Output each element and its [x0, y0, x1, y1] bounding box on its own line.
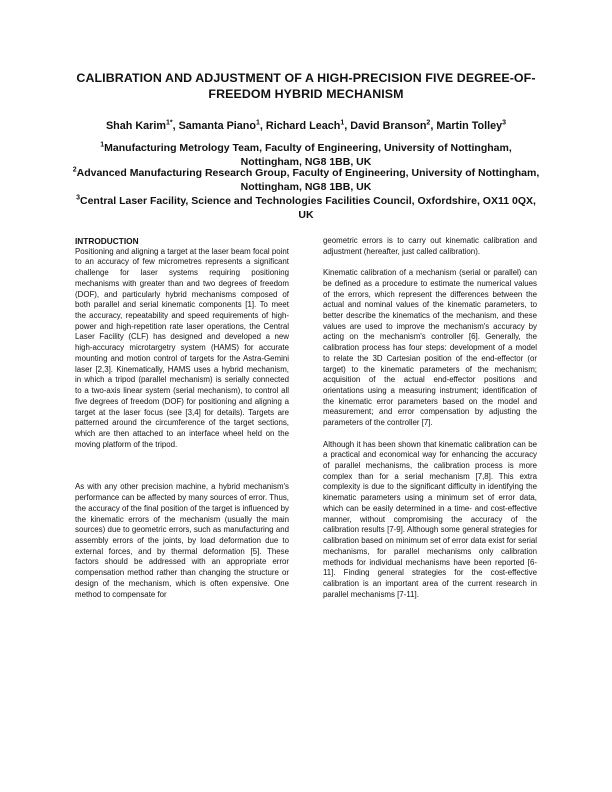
author: Samanta Piano$^1$: [178, 119, 260, 132]
author: Richard Leach$^1$: [265, 119, 345, 132]
affiliation: $^2$Advanced Manufacturing Research Group, Faculty of Engineering, University of Nottingham, Nottingham, NG8 1BB, UK: [72, 166, 540, 193]
left-column: [75, 236, 289, 600]
author: Shah Karim$^{1*}$: [105, 119, 173, 132]
paragraph: As with any other precision machine, a hybrid mechanism's performance can be affected by many sources of error. Thus, the accuracy of the final position of the target is influenced by the kinematic errors of the mechanism (usually the main sources) due to geometric errors, such as manufacturing and assembly errors of the joints, by load deformation due to external forces, and by thermal deformation [5]. These factors should be addressed with an appropriate error compensation method rather than changing the structure or design of the mechanism, which is often expensive. One method to compensate for: [75, 482, 289, 599]
affiliation: $^1$Manufacturing Metrology Team, Faculty of Engineering, University of Nottingham, Nottingham, NG8 1BB, UK: [100, 141, 512, 168]
author: Martin Tolley$^3$: [436, 119, 507, 132]
affiliation: $^3$Central Laser Facility, Science and Technologies Facilities Council, Oxfordshire, OX11 0QX, UK: [76, 194, 536, 221]
paragraph: Although it has been shown that kinematic calibration can be a practical and economical way for enhancing the accuracy of parallel mechanisms, the calibration process is more complex than for a serial mechanism [7,8]. This extra complexity is due to the significant difficulty in identifying the kinematic parameters using a minimum set of error data, which can be easily determined in a time- and cost-effective manner, without compromising the accuracy of the calibration results [7-9]. Although some general strategies for calibration based on minimum set of error data exist for serial mechanisms, for parallel mechanisms only calibration methods for individual mechanisms have been reported [6-11]. Finding general strategies for the cost-effective calibration is an important area of the current research in parallel mechanisms [7-11].: [323, 439, 537, 599]
paragraph: Positioning and aligning a target at the laser beam focal point to an accuracy of few micrometres represents a significant challenge for laser systems requiring positioning mechanisms with greater than and two degrees of freedom (DOF), and particularly hybrid mechanisms composed of both parallel and serial kinematic components [1]. To meet the accuracy, repeatability and speed requirements of high-power and high-repetition rate laser operations, the Central Laser Facility (CLF) has designed and developed a new high-accuracy microtargetry system (HAMS) for accurate mounting and motion control of targets for the Astra-Gemini laser [2,3]. Kinematically, HAMS uses a hybrid mechanism, in which a tripod (parallel mechanism) is serially connected to a two-axis linear system (serial mechanism), to control all five degrees of freedom (DOF) for positioning and aligning a target at the laser focus (see [3,4] for details). Targets are patterned around the circumference of the target sections, which are then attached to an interface wheel held on the moving platform of the tripod.: [75, 246, 289, 449]
right-column: [323, 236, 537, 600]
paragraph: geometric errors is to carry out kinematic calibration and adjustment (hereafter, just called calibration).: [323, 236, 537, 256]
author-list: Shah Karim$^{1*}$, Samanta Piano$^1$, Richard Leach$^1$, David Branson$^2$, Martin Tolley$^3$: [105, 119, 507, 132]
section-heading: INTRODUCTION: [75, 236, 139, 246]
paper-title: CALIBRATION AND ADJUSTMENT OF A HIGH-PRECISION FIVE DEGREE-OF-FREEDOM HYBRID MECHANISM: [76, 71, 536, 101]
author: David Branson$^2$: [350, 119, 431, 132]
paragraph: Kinematic calibration of a mechanism (serial or parallel) can be defined as a procedure to estimate the numerical values of the errors, which represent the differences between the actual and nominal values of the kinematic parameters, to better describe the kinematics of the mechanism, and these values are used to improve the mechanism's accuracy by acting on the mechanism's controller [6]. Generally, the calibration process has four steps: development of a model to relate the 3D Cartesian position of the end-effector (or target) to the kinematic parameters of the mechanism; acquisition of the actual end-effector positions and orientations using a measuring instrument; identification of the kinematic error parameters based on the model and measurement; and error compensation by adjusting the parameters of the controller [7].: [323, 268, 537, 428]
